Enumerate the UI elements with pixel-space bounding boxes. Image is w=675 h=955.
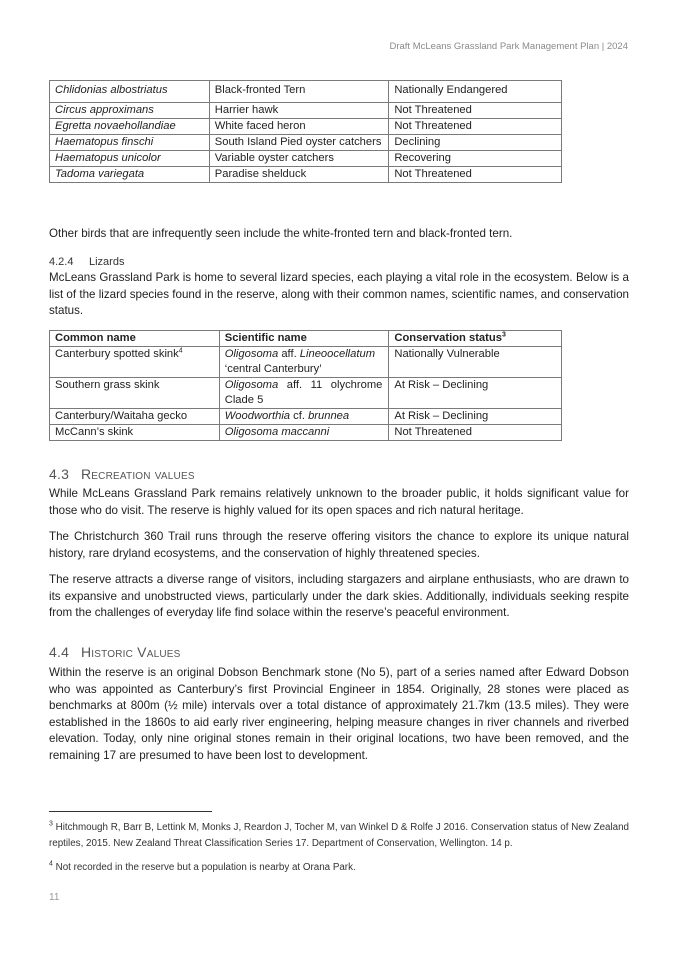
table-row: [50, 81, 562, 103]
table-row: [50, 135, 562, 151]
common-name-text: South Island Pied oyster catchers: [214, 136, 382, 148]
footnote-mark: 3: [49, 820, 53, 828]
scientific-name-cell: Haematopus finschi: [50, 135, 210, 151]
footnote-text: Hitchmough R, Barr B, Lettink M, Monks J, Reardon J, Tocher M, van Winkel D & Rolfe J 2016. Conservation status of New Zealand reptiles, 2015. New Zealand Threat Classification Series 17. Department of Conservation, Wellington. 14 p.: [49, 822, 629, 849]
footnote-3: [49, 820, 629, 852]
table-header-row: [50, 331, 562, 347]
scientific-name-cell: [219, 378, 389, 409]
qualifier-text: aff.: [278, 348, 300, 360]
column-header-status: [389, 331, 562, 347]
scientific-name-cell: Oligosoma maccanni: [219, 425, 389, 441]
footnote-mark: 4: [49, 860, 53, 868]
table-row: [50, 151, 562, 167]
status-cell: Declining: [389, 135, 562, 151]
species-text: Lineoocellatum: [299, 348, 376, 360]
column-header-status-text: Conservation status: [394, 332, 502, 344]
recreation-paragraph-1: While McLeans Grassland Park remains relatively unknown to the broader public, it holds significant value for those who do visit. The reserve is highly valued for its open spaces and rich natural heritage.: [49, 487, 629, 517]
section-title: Historic Values: [81, 644, 181, 660]
table-row: [50, 119, 562, 135]
common-name-cell: Canterbury/Waitaha gecko: [50, 409, 220, 425]
scientific-name-cell: Tadoma variegata: [50, 167, 210, 183]
status-cell: Nationally Vulnerable: [389, 347, 562, 378]
table-row: [50, 409, 562, 425]
common-name-cell: Harrier hawk: [209, 103, 389, 119]
qualifier-text: cf.: [290, 410, 309, 422]
status-cell: Not Threatened: [389, 119, 562, 135]
status-cell: At Risk – Declining: [389, 378, 562, 409]
birds-note: Other birds that are infrequently seen include the white-fronted tern and black-fronted tern.: [49, 227, 513, 240]
recreation-paragraph-3: The reserve attracts a diverse range of visitors, including stargazers and airplane enthusiasts, who are drawn to its expansive and unobstructed views, particularly under the dark skies. Additionally, individuals seeking respite from the challenges of everyday life find solace within the reserve’s peaceful environment.: [49, 573, 629, 620]
common-name-cell: Paradise shelduck: [209, 167, 389, 183]
scientific-name-cell: Chlidonias albostriatus: [50, 81, 210, 103]
recreation-heading: [49, 466, 195, 482]
footnote-separator: [49, 811, 212, 812]
species-text: brunnea: [308, 410, 350, 422]
status-cell: Not Threatened: [389, 103, 562, 119]
page-number: 11: [49, 892, 60, 903]
common-name-cell: [209, 135, 389, 151]
status-cell: At Risk – Declining: [389, 409, 562, 425]
genus-text: Oligosoma: [224, 379, 279, 391]
footnote-4: [49, 860, 629, 876]
lizards-table: [49, 330, 562, 441]
column-header-common: Common name: [50, 331, 220, 347]
historic-paragraph-1: Within the reserve is an original Dobson Benchmark stone (No 5), part of a series named after Edward Dobson who was appointed as Canterbury’s first Provincial Engineer in 1854. Originally, 28 stones were placed as benchmarks at 800m (½ mile) intervals over a total distance of approximately 21.7km (13.5 miles). They were established in the 1860s to aid early river engineering, helping measure changes in river channels and riverbed elevation. Today, only nine original stones remain in their original locations, two have been removed, and the remaining 17 are presumed to have been lost to development.: [49, 666, 629, 762]
section-number: 4.3: [49, 466, 70, 482]
recreation-paragraph-2: The Christchurch 360 Trail runs through the reserve offering visitors the chance to explore its unique natural history, rare dryland ecosystems, and the conservation of highly threatened species.: [49, 530, 629, 560]
table-row: [50, 167, 562, 183]
genus-text: Oligosoma: [224, 348, 279, 360]
common-name-cell: Variable oyster catchers: [209, 151, 389, 167]
section-number: 4.4: [49, 644, 70, 660]
status-cell: Not Threatened: [389, 167, 562, 183]
scientific-name-cell: [219, 347, 389, 378]
column-header-scientific: Scientific name: [219, 331, 389, 347]
scientific-name-cell: Circus approximans: [50, 103, 210, 119]
status-cell: Not Threatened: [389, 425, 562, 441]
scientific-name-cell: Egretta novaehollandiae: [50, 119, 210, 135]
historic-heading: [49, 644, 181, 660]
lizards-heading: [49, 255, 124, 269]
table-row: [50, 103, 562, 119]
table-row: [50, 425, 562, 441]
scientific-name-cell: Haematopus unicolor: [50, 151, 210, 167]
common-name-text: Canterbury spotted skink: [55, 348, 179, 360]
status-cell: Recovering: [389, 151, 562, 167]
table-row: [50, 378, 562, 409]
common-name-cell: Southern grass skink: [50, 378, 220, 409]
genus-text: Woodworthia: [224, 410, 291, 422]
lizards-intro: McLeans Grassland Park is home to several lizard species, each playing a vital role in the ecosystem. Below is a list of the lizard species found in the reserve, along with their common names, scientific names, and conservation status.: [49, 271, 629, 318]
scientific-line: [225, 378, 383, 393]
section-title: Lizards: [89, 256, 125, 268]
taxon-note-text: ‘central Canterbury’: [224, 363, 322, 375]
qualifier-text: aff. 11 olychrome: [286, 379, 383, 391]
birds-table: [49, 80, 562, 183]
common-name-cell: Black-fronted Tern: [209, 81, 389, 103]
footnote-text: Not recorded in the reserve but a population is nearby at Orana Park.: [52, 862, 356, 873]
taxon-note-text: Clade 5: [224, 394, 264, 406]
common-name-cell: McCann’s skink: [50, 425, 220, 441]
table-row: [50, 347, 562, 378]
running-header: Draft McLeans Grassland Park Management Plan | 2024: [389, 41, 628, 52]
footnote-ref: 4: [178, 347, 183, 355]
common-name-cell: [50, 347, 220, 378]
section-number: 4.2.4: [49, 256, 74, 268]
status-cell: Nationally Endangered: [389, 81, 562, 103]
section-title: Recreation values: [81, 466, 195, 482]
footnote-ref: 3: [501, 331, 506, 339]
scientific-name-cell: [219, 409, 389, 425]
common-name-cell: White faced heron: [209, 119, 389, 135]
